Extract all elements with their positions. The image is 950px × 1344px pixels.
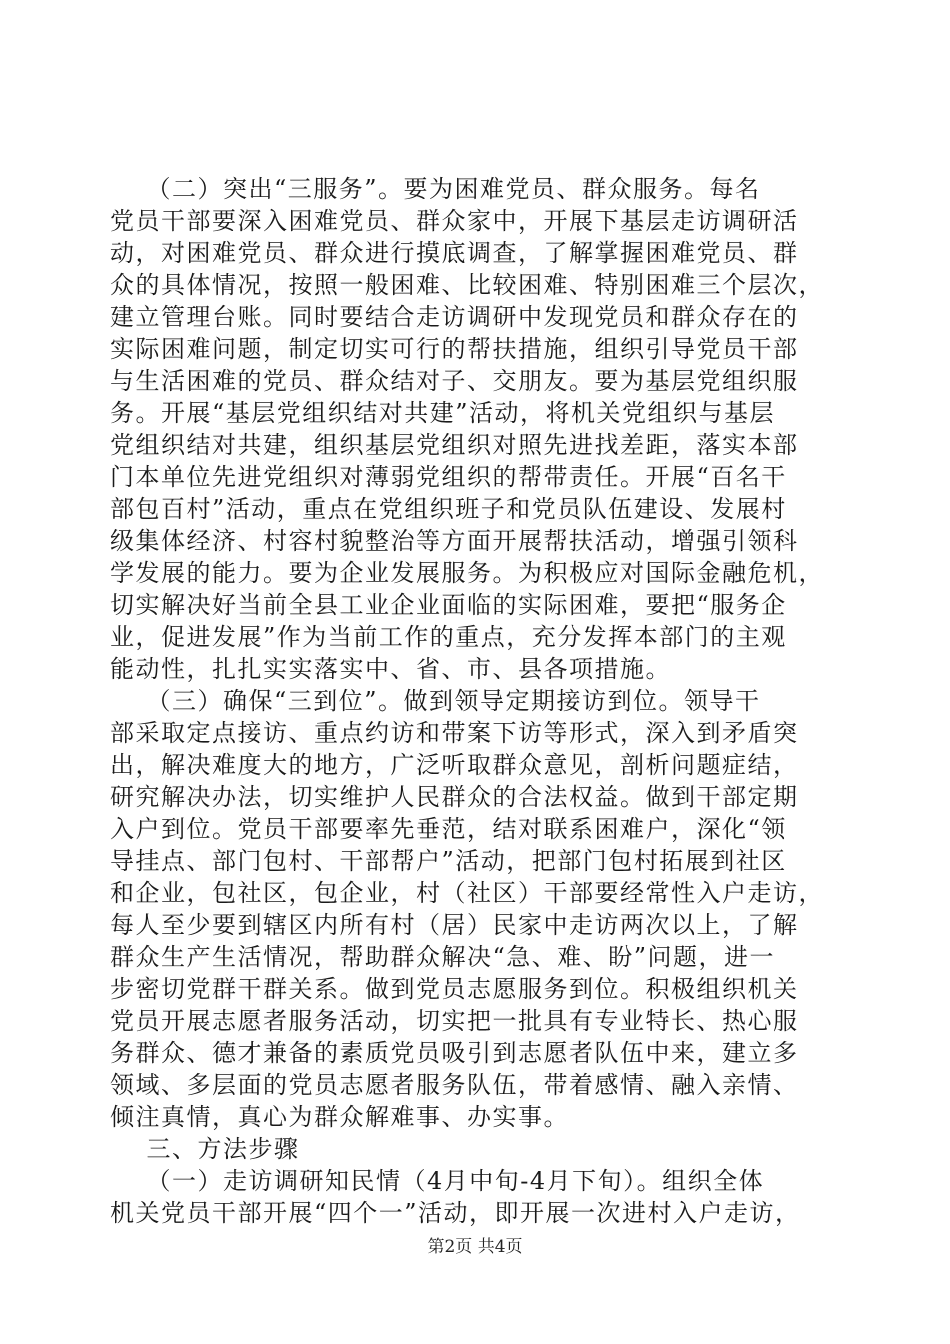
- paragraph-line: 部包百村”活动，重点在党组织班子和党员队伍建设、发展村: [110, 495, 787, 523]
- paragraph-line: 研究解决办法，切实维护人民群众的合法权益。做到干部定期: [110, 783, 799, 811]
- paragraph-line: （二）突出“三服务”。要为困难党员、群众服务。每名: [110, 175, 761, 203]
- paragraph-line: 和企业，包社区，包企业，村（社区）干部要经常性入户走访，: [110, 879, 824, 907]
- paragraph-line: 领域、多层面的党员志愿者服务队伍，带着感情、融入亲情、: [110, 1071, 799, 1099]
- paragraph-line: 步密切党群干群关系。做到党员志愿服务到位。积极组织机关: [110, 975, 799, 1003]
- paragraph-line: 动，对困难党员、群众进行摸底调查，了解掌握困难党员、群: [110, 239, 799, 267]
- paragraph-line: 党员干部要深入困难党员、群众家中，开展下基层走访调研活: [110, 207, 799, 235]
- paragraph-line: （一）走访调研知民情（4月中旬-4月下旬）。组织全体: [110, 1167, 765, 1195]
- paragraph-line: 党组织结对共建，组织基层党组织对照先进找差距，落实本部: [110, 431, 799, 459]
- paragraph-line: 群众生产生活情况，帮助群众解决“急、难、盼”问题，进一: [110, 943, 776, 971]
- paragraph-line: 入户到位。党员干部要率先垂范，结对联系困难户，深化“领: [110, 815, 787, 843]
- paragraph-line: 实际困难问题，制定切实可行的帮扶措施，组织引导党员干部: [110, 335, 799, 363]
- paragraph-line: 机关党员干部开展“四个一”活动，即开展一次进村入户走访，: [110, 1199, 801, 1227]
- paragraph-line: 党员开展志愿者服务活动，切实把一批具有专业特长、热心服: [110, 1007, 799, 1035]
- paragraph-line: （三）确保“三到位”。做到领导定期接访到位。领导干: [110, 687, 761, 715]
- paragraph-line: 每人至少要到辖区内所有村（居）民家中走访两次以上，了解: [110, 911, 799, 939]
- paragraph-line: 业，促进发展”作为当前工作的重点，充分发挥本部门的主观: [110, 623, 787, 651]
- paragraph-line: 能动性，扎扎实实落实中、省、市、县各项措施。: [110, 655, 671, 683]
- paragraph-line: 与生活困难的党员、群众结对子、交朋友。要为基层党组织服: [110, 367, 799, 395]
- paragraph-line: 级集体经济、村容村貌整治等方面开展帮扶活动，增强引领科: [110, 527, 799, 555]
- paragraph-line: 务。开展“基层党组织结对共建”活动，将机关党组织与基层: [110, 399, 776, 427]
- paragraph-line: 务群众、德才兼备的素质党员吸引到志愿者队伍中来，建立多: [110, 1039, 799, 1067]
- paragraph-line: 建立管理台账。同时要结合走访调研中发现党员和群众存在的: [110, 303, 799, 331]
- paragraph-line: 导挂点、部门包村、干部帮户”活动，把部门包村拓展到社区: [110, 847, 787, 875]
- paragraph-line: 众的具体情况，按照一般困难、比较困难、特别困难三个层次，: [110, 271, 824, 299]
- document-body: [110, 173, 855, 1229]
- paragraph-line: 门本单位先进党组织对薄弱党组织的帮带责任。开展“百名干: [110, 463, 787, 491]
- paragraph-line: 部采取定点接访、重点约访和带案下访等形式，深入到矛盾突: [110, 719, 799, 747]
- paragraph-line: 学发展的能力。要为企业发展服务。为积极应对国际金融危机，: [110, 559, 824, 587]
- page-footer: 第2页 共4页: [427, 1237, 523, 1257]
- paragraph-line: 切实解决好当前全县工业企业面临的实际困难，要把“服务企: [110, 591, 787, 619]
- paragraph-line: 倾注真情，真心为群众解难事、办实事。: [110, 1103, 569, 1131]
- paragraph-line: 出，解决难度大的地方，广泛听取群众意见，剖析问题症结，: [110, 751, 799, 779]
- paragraph-line: 三、方法步骤: [110, 1135, 300, 1163]
